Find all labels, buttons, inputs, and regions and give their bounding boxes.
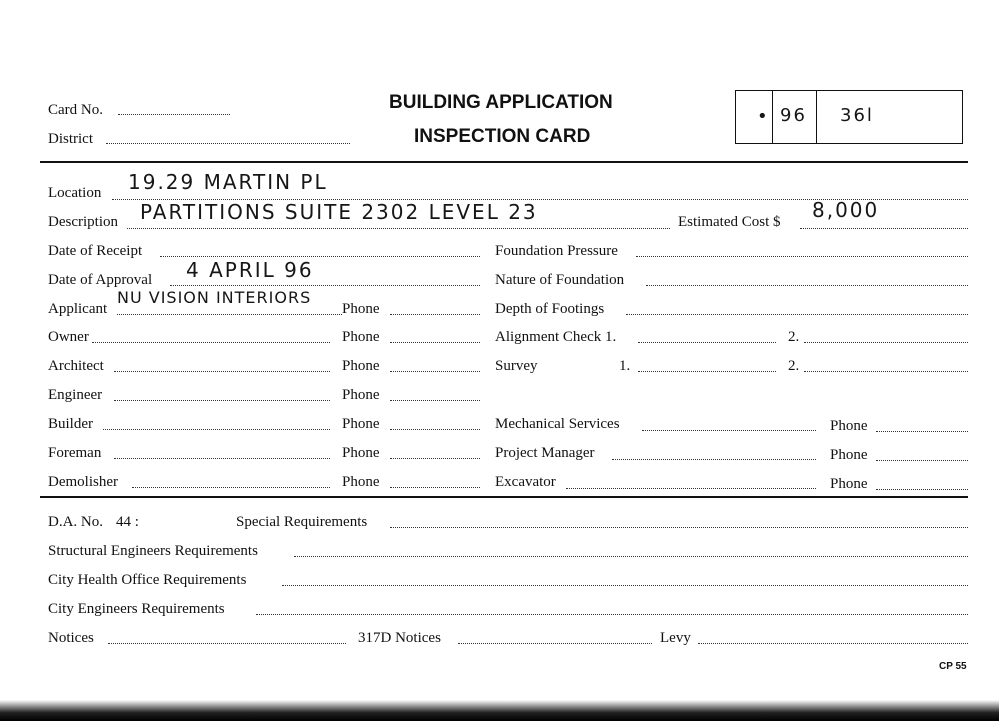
notices-317d-field[interactable] (458, 643, 652, 644)
foreman-field[interactable] (114, 458, 330, 459)
engineer-label: Engineer (48, 387, 103, 403)
section-divider (40, 496, 968, 498)
nature-of-foundation-field[interactable] (646, 285, 968, 286)
owner-field[interactable] (92, 342, 330, 343)
applicant-phone-field[interactable] (390, 314, 480, 315)
mechanical-phone-label: Phone (830, 418, 868, 434)
builder-phone-field[interactable] (390, 429, 480, 430)
special-requirements-label: Special Requirements (236, 514, 368, 530)
location-value: 19.29 MARTIN PL (128, 170, 328, 194)
card-no-field[interactable] (118, 114, 230, 115)
ref-cell-3: 36l (840, 105, 874, 126)
mechanical-services-field[interactable] (642, 430, 816, 431)
notices-317d-label: 317D Notices (358, 630, 441, 646)
title-line-1: BUILDING APPLICATION (389, 92, 613, 113)
levy-field[interactable] (698, 643, 968, 644)
survey-2-field[interactable] (804, 371, 968, 372)
form-code: CP 55 (939, 661, 967, 672)
special-requirements-field[interactable] (390, 527, 968, 528)
depth-of-footings-field[interactable] (626, 314, 968, 315)
depth-of-footings-label: Depth of Footings (495, 301, 605, 317)
description-field[interactable] (127, 228, 670, 229)
notices-label: Notices (48, 630, 94, 646)
architect-label: Architect (48, 358, 104, 374)
levy-label: Levy (660, 630, 691, 646)
project-manager-phone-label: Phone (830, 447, 868, 463)
foundation-pressure-field[interactable] (636, 256, 968, 257)
district-label: District (48, 131, 93, 147)
date-of-receipt-label: Date of Receipt (48, 243, 143, 259)
title-line-2: INSPECTION CARD (414, 126, 591, 147)
date-of-receipt-field[interactable] (160, 256, 480, 257)
alignment-check-2-label: 2. (788, 329, 800, 345)
demolisher-phone-field[interactable] (390, 487, 480, 488)
project-manager-field[interactable] (612, 459, 816, 460)
applicant-label: Applicant (48, 301, 108, 317)
engineer-phone-field[interactable] (390, 400, 480, 401)
owner-label: Owner (48, 329, 89, 345)
builder-field[interactable] (103, 429, 330, 430)
location-label: Location (48, 185, 102, 201)
ref-cell-1: • (757, 106, 770, 127)
ref-cell-2: 96 (780, 105, 807, 126)
description-value: PARTITIONS SUITE 2302 LEVEL 23 (140, 200, 538, 224)
mechanical-phone-field[interactable] (876, 431, 968, 432)
architect-phone-field[interactable] (390, 371, 480, 372)
excavator-phone-label: Phone (830, 476, 868, 492)
owner-phone-field[interactable] (390, 342, 480, 343)
nature-of-foundation-label: Nature of Foundation (495, 272, 625, 288)
da-no-value: 44 : (116, 514, 139, 530)
foundation-pressure-label: Foundation Pressure (495, 243, 618, 259)
district-field[interactable] (106, 143, 350, 144)
excavator-label: Excavator (495, 474, 556, 490)
header-divider (40, 161, 968, 163)
estimated-cost-label: Estimated Cost $ (678, 214, 781, 230)
health-requirements-label: City Health Office Requirements (48, 572, 247, 588)
survey-1-label: 1. (619, 358, 631, 374)
notices-field[interactable] (108, 643, 346, 644)
alignment-check-1-field[interactable] (638, 342, 776, 343)
city-engineers-label: City Engineers Requirements (48, 601, 225, 617)
engineer-field[interactable] (114, 400, 330, 401)
foreman-phone-label: Phone (342, 445, 380, 461)
description-label: Description (48, 214, 118, 230)
structural-requirements-field[interactable] (294, 556, 968, 557)
engineer-phone-label: Phone (342, 387, 380, 403)
survey-1-field[interactable] (638, 371, 776, 372)
excavator-phone-field[interactable] (876, 489, 968, 490)
scan-edge-shadow (0, 700, 999, 721)
survey-2-label: 2. (788, 358, 800, 374)
builder-phone-label: Phone (342, 416, 380, 432)
estimated-cost-value: 8,000 (812, 198, 880, 222)
alignment-check-2-field[interactable] (804, 342, 968, 343)
project-manager-phone-field[interactable] (876, 460, 968, 461)
survey-label: Survey (495, 358, 538, 374)
demolisher-label: Demolisher (48, 474, 118, 490)
date-of-approval-value: 4 APRIL 96 (186, 258, 314, 282)
builder-label: Builder (48, 416, 93, 432)
project-manager-label: Project Manager (495, 445, 595, 461)
alignment-check-label: Alignment Check 1. (495, 329, 617, 345)
architect-phone-label: Phone (342, 358, 380, 374)
da-no-label: D.A. No. (48, 514, 103, 530)
demolisher-field[interactable] (132, 487, 330, 488)
card-no-label: Card No. (48, 102, 103, 118)
foreman-phone-field[interactable] (390, 458, 480, 459)
applicant-value: NU VISION INTERIORS (117, 288, 312, 307)
health-requirements-field[interactable] (282, 585, 968, 586)
applicant-phone-label: Phone (342, 301, 380, 317)
date-of-approval-label: Date of Approval (48, 272, 153, 288)
city-engineers-field[interactable] (256, 614, 968, 615)
reference-number-box (735, 90, 963, 144)
excavator-field[interactable] (566, 488, 816, 489)
mechanical-services-label: Mechanical Services (495, 416, 620, 432)
foreman-label: Foreman (48, 445, 102, 461)
structural-requirements-label: Structural Engineers Requirements (48, 543, 258, 559)
owner-phone-label: Phone (342, 329, 380, 345)
date-of-approval-field[interactable] (170, 285, 480, 286)
demolisher-phone-label: Phone (342, 474, 380, 490)
applicant-field[interactable] (117, 314, 342, 315)
estimated-cost-field[interactable] (800, 228, 968, 229)
architect-field[interactable] (114, 371, 330, 372)
